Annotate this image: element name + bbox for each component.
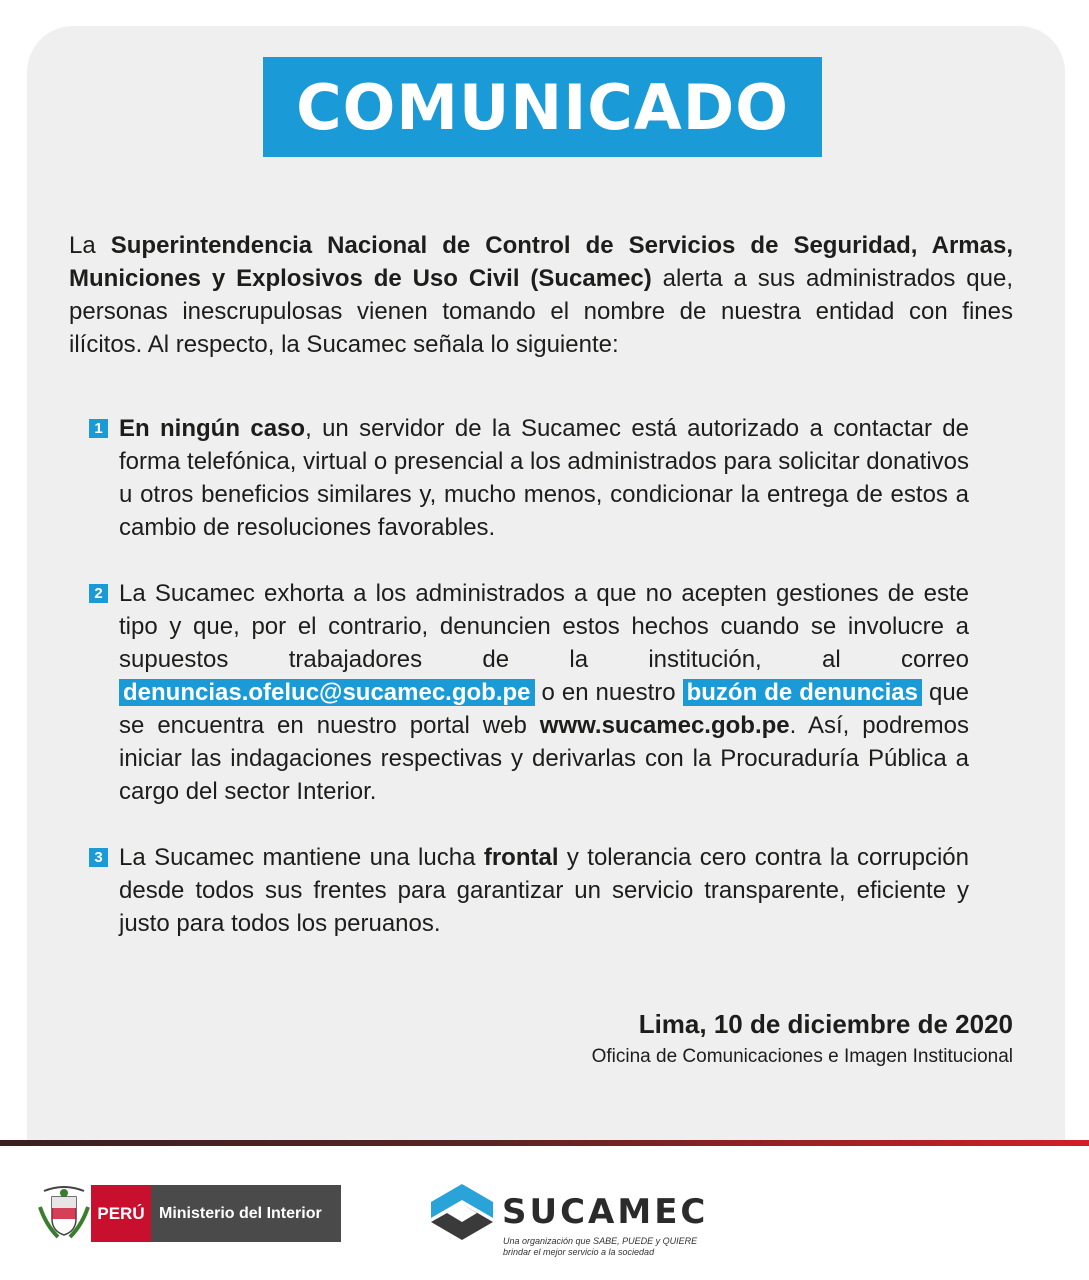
item2-text-3: que se encuentra en nuestro portal web: [119, 679, 970, 739]
intro-paragraph: [69, 229, 1013, 361]
email-link[interactable]: denuncias.ofeluc@sucamec.gob.pe: [119, 679, 535, 706]
tagline-line-1: Una organización que SABE, PUEDE y QUIERE: [503, 1236, 698, 1246]
mailbox-link[interactable]: buzón de denuncias: [683, 679, 922, 706]
entity-name: Superintendencia Nacional de Control de Servicios de Seguridad, Armas, Municiones y Explosivos de Uso Civil (Sucamec): [69, 232, 1013, 292]
number-badge-3: 3: [89, 848, 108, 867]
intro-text: alerta a sus administrados que, personas inescrupulosas vienen tomando el nombre de nuestra entidad con fines ilícitos. Al respecto, la Sucamec señala lo siguiente:: [69, 265, 1014, 358]
tagline-line-2: brindar el mejor servicio a la sociedad: [503, 1247, 655, 1257]
list-item-2: [94, 577, 970, 808]
peru-logo: [91, 1185, 151, 1242]
item3-text-2: y tolerancia cero contra la corrupción desde todos sus frentes para garantizar un servicio transparente, eficiente y justo para todos los peruanos.: [119, 844, 969, 937]
sucamec-logo-icon: [429, 1182, 495, 1240]
website-link[interactable]: www.sucamec.gob.pe: [539, 712, 790, 739]
item1-bold: En ningún caso: [119, 415, 306, 442]
tagline: [503, 1236, 697, 1258]
peru-coat-of-arms-icon: [38, 1185, 90, 1241]
item2-text-1: La Sucamec exhorta a los administrados a que no acepten gestiones de este tipo y que, por el contrario, denuncien estos hechos cuando se involucre a supuestos trabajadores de la institución, al correo: [119, 580, 969, 673]
item2-text-2: o en nuestro: [534, 679, 683, 706]
title-banner: [263, 57, 822, 157]
peru-label: PERÚ: [97, 1203, 145, 1223]
signature-block: [592, 1006, 1013, 1072]
item3-bold: frontal: [483, 844, 559, 871]
page-title: COMUNICADO: [296, 70, 789, 144]
office-name: Oficina de Comunicaciones e Imagen Institucional: [591, 1046, 1013, 1067]
intro-prefix: La: [69, 232, 111, 259]
item2-text-4: . Así, podremos iniciar las indagaciones respectivas y derivarlas con la Procuraduría Pública a cargo del sector Interior.: [119, 712, 969, 805]
ministry-label: Ministerio del Interior: [159, 1204, 322, 1222]
number-badge-2: 2: [89, 584, 108, 603]
item3-text-1: La Sucamec mantiene una lucha: [119, 844, 484, 871]
sucamec-brand: SUCAMEC: [502, 1192, 709, 1232]
item1-text: , un servidor de la Sucamec está autorizado a contactar de forma telefónica, virtual o presencial a los administrados para solicitar donativos u otros beneficios similares y, mucho menos, condicionar la entrega de estos a cambio de resoluciones favorables.: [119, 415, 969, 541]
place-date: Lima, 10 de diciembre de 2020: [638, 1009, 1013, 1039]
list-item-3: [94, 841, 969, 940]
number-badge-1: 1: [89, 419, 108, 438]
ministry-logo: [151, 1185, 341, 1242]
list-item-1: [94, 412, 969, 544]
